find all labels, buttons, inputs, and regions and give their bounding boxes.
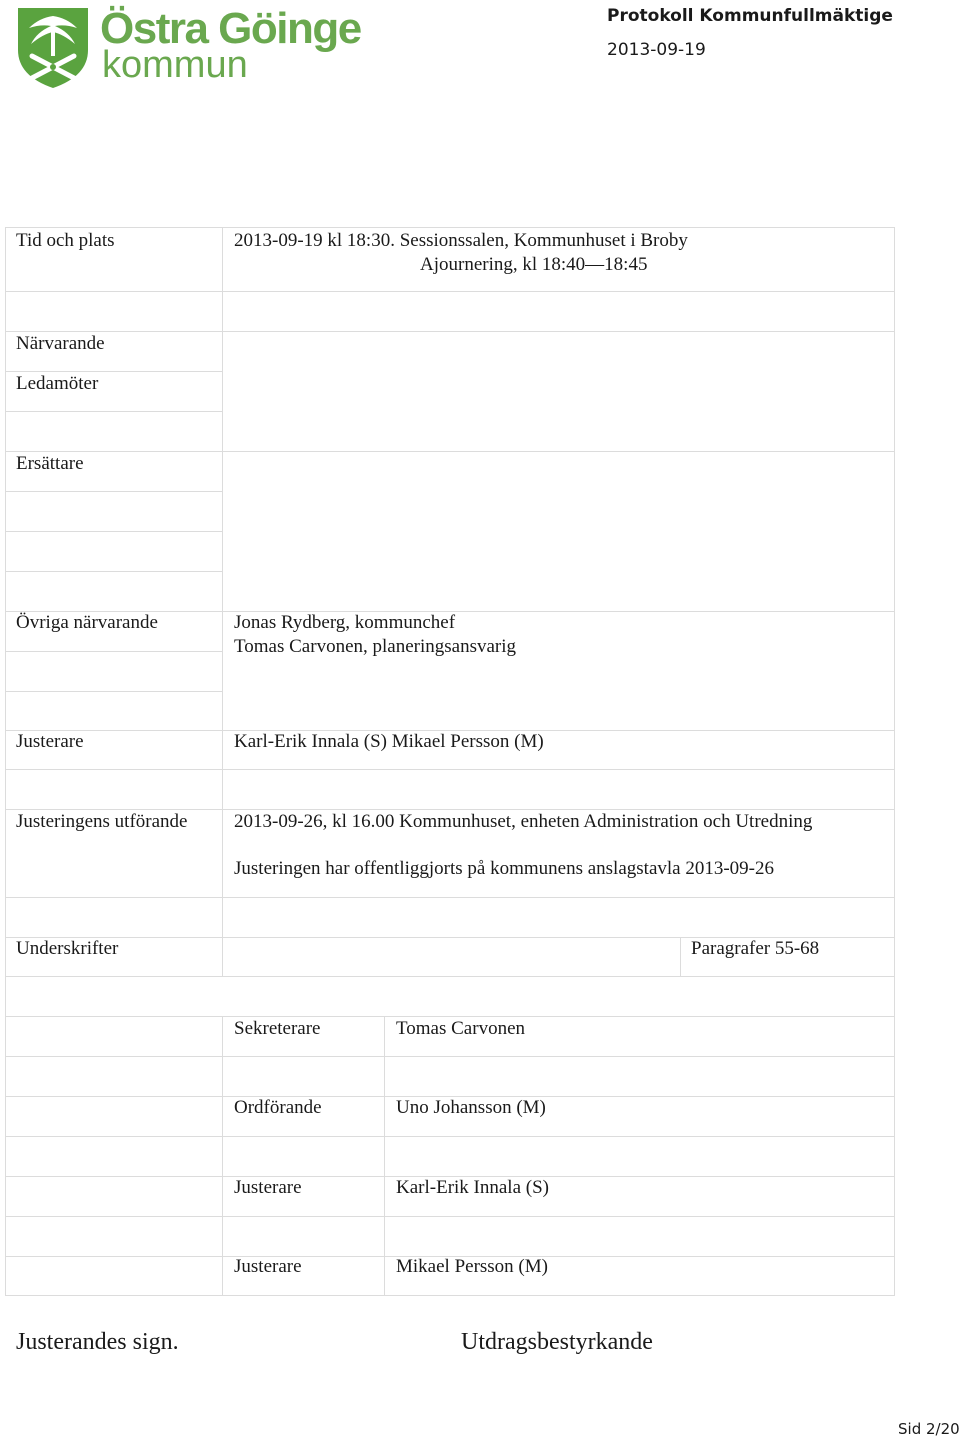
substitutes-label: Ersättare [16,453,84,474]
logo-name: Östra Göinge [100,4,361,53]
signature-role: Sekreterare [234,1018,321,1039]
paragraphs-value: Paragrafer 55-68 [691,938,820,959]
table-cell [222,769,895,810]
table-cell [5,1216,223,1257]
table-cell [222,291,895,332]
signature-name: Tomas Carvonen [396,1018,526,1039]
logo-subtitle: kommun [102,44,248,86]
others-present-label: Övriga närvarande [16,612,158,633]
adjustment-note: Justeringen har offentliggjorts på kommunens anslagstavla 2013-09-26 [234,858,774,879]
adjustment-label: Justeringens utförande [16,811,188,832]
adjusters-signature-label: Justerandes sign. [16,1329,179,1355]
table-cell [5,531,223,572]
others-present-value-2: Tomas Carvonen, planeringsansvarig [234,636,517,657]
adjustment-value: 2013-09-26, kl 16.00 Kommunhuset, enheten Administration och Utredning [234,811,813,832]
adjusters-label: Justerare [16,731,84,752]
extract-certification-label: Utdragsbestyrkande [461,1329,653,1355]
table-cell [5,691,223,731]
time-place-label: Tid och plats [16,230,115,251]
table-cell [222,897,895,938]
signatures-label: Underskrifter [16,938,119,959]
table-cell [384,1216,895,1257]
table-cell [222,937,681,977]
time-place-value: 2013-09-19 kl 18:30. Sessionssalen, Kommunhuset i Broby [234,230,688,251]
signature-name: Mikael Persson (M) [396,1256,548,1277]
table-cell [5,1256,223,1296]
table-cell [5,769,223,810]
table-cell [5,1136,223,1177]
signature-role: Justerare [234,1256,302,1277]
present-label: Närvarande [16,333,105,354]
table-cell [222,331,895,452]
coat-of-arms-icon [16,6,90,90]
members-label: Ledamöter [16,373,99,394]
others-present-value-1: Jonas Rydberg, kommunchef [234,612,456,633]
table-cell [5,411,223,452]
adjournment-value: Ajournering, kl 18:40—18:45 [420,254,648,275]
page-number: Sid 2/20 [898,1420,960,1438]
table-cell [5,491,223,532]
table-cell [5,1096,223,1137]
table-cell [5,651,223,692]
table-cell [5,1176,223,1217]
table-cell [222,1056,385,1097]
table-cell [5,897,223,938]
document-date: 2013-09-19 [607,40,706,60]
table-cell [5,976,895,1017]
table-cell [222,1216,385,1257]
table-cell [384,1056,895,1097]
table-cell [222,451,895,612]
municipality-logo [16,4,361,90]
signature-name: Karl-Erik Innala (S) [396,1177,549,1198]
adjusters-value: Karl-Erik Innala (S) Mikael Persson (M) [234,731,544,752]
table-cell [384,1136,895,1177]
table-cell [222,1136,385,1177]
signature-role: Ordförande [234,1097,322,1118]
signature-role: Justerare [234,1177,302,1198]
table-cell [5,1056,223,1097]
document-title: Protokoll Kommunfullmäktige [607,6,893,26]
table-cell [5,291,223,332]
table-cell [5,571,223,612]
table-cell [5,1016,223,1057]
signature-name: Uno Johansson (M) [396,1097,546,1118]
